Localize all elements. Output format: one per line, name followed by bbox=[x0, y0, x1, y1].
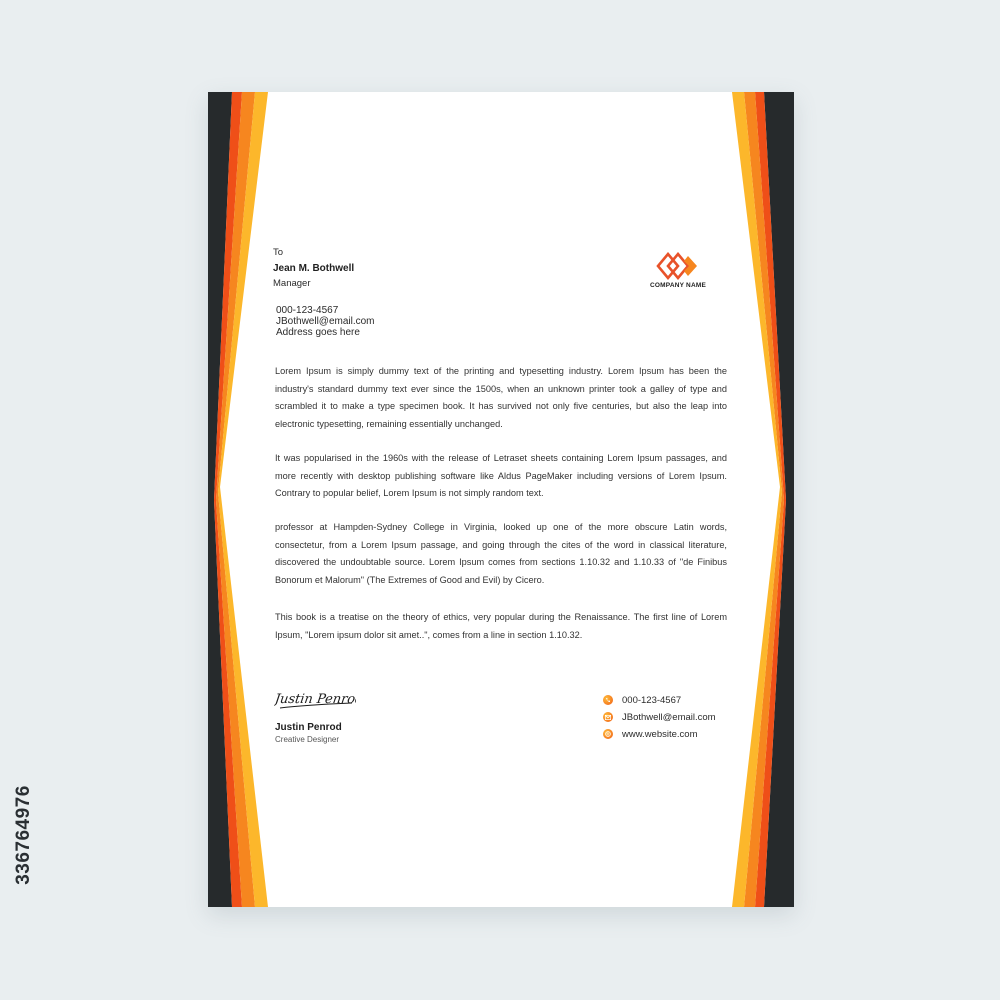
stock-image-id bbox=[4, 760, 44, 910]
footer-phone-value: 000-123-4567 bbox=[622, 694, 682, 706]
stock-image-id-text: 336764976 bbox=[13, 785, 35, 885]
sender-email: JBothwell@email.com bbox=[276, 316, 375, 327]
diamond-logo-icon bbox=[656, 252, 700, 280]
recipient-name: Jean M. Bothwell bbox=[273, 263, 355, 274]
recipient-to-label: To bbox=[273, 247, 284, 258]
footer-website-value: www.website.com bbox=[622, 728, 698, 740]
handwritten-signature bbox=[274, 684, 356, 716]
recipient-title: Manager bbox=[273, 278, 311, 289]
signatory-role: Creative Designer bbox=[275, 735, 340, 744]
signatory-name: Justin Penrod bbox=[275, 722, 342, 733]
company-name: COMPANY NAME bbox=[650, 282, 706, 289]
signature-script-text: Justin Penrod bbox=[274, 692, 356, 707]
body-paragraph-1: Lorem Ipsum is simply dummy text of the printing and typesetting industry. Lorem Ipsum has been the industry's standard dummy text ever since the 1500s, when an unknown printer took a galley of type and scrambled it to make a type specimen book. It has survived not only five centuries, but also the leap into electronic typesetting, remaining essentially unchanged. bbox=[275, 366, 727, 429]
body-paragraph-3: professor at Hampden-Sydney College in Virginia, looked up one of the more obscure Latin words, consectetur, from a Lorem Ipsum passage, and going through the cites of the word in classical literature, discovered the undoubtable source. Lorem Ipsum comes from sections 1.10.32 and 1.10.33 of "de Finibus Bonorum et Malorum" (The Extremes of Good and Evil) by Cicero. bbox=[275, 522, 727, 585]
globe-icon bbox=[603, 729, 613, 739]
phone-icon bbox=[603, 695, 613, 705]
footer-email bbox=[603, 710, 743, 724]
sender-phone: 000-123-4567 bbox=[276, 305, 339, 316]
footer-email-value: JBothwell@email.com bbox=[622, 711, 716, 723]
email-icon bbox=[603, 712, 613, 722]
body-paragraph-2: It was popularised in the 1960s with the release of Letraset sheets containing Lorem Ipsum passages, and more recently with desktop publishing software like Aldus PageMaker including versions of Lorem Ipsum. Contrary to popular belief, Lorem Ipsum is not simply random text. bbox=[275, 453, 727, 498]
sender-address: Address goes here bbox=[276, 327, 360, 338]
footer-website bbox=[603, 727, 743, 741]
letterhead-page bbox=[208, 92, 794, 907]
footer-phone bbox=[603, 693, 743, 707]
company-logo bbox=[646, 252, 710, 300]
body-paragraph-4: This book is a treatise on the theory of ethics, very popular during the Renaissance. The first line of Lorem Ipsum, "Lorem ipsum dolor sit amet..", comes from a line in section 1.10.32. bbox=[275, 612, 727, 640]
